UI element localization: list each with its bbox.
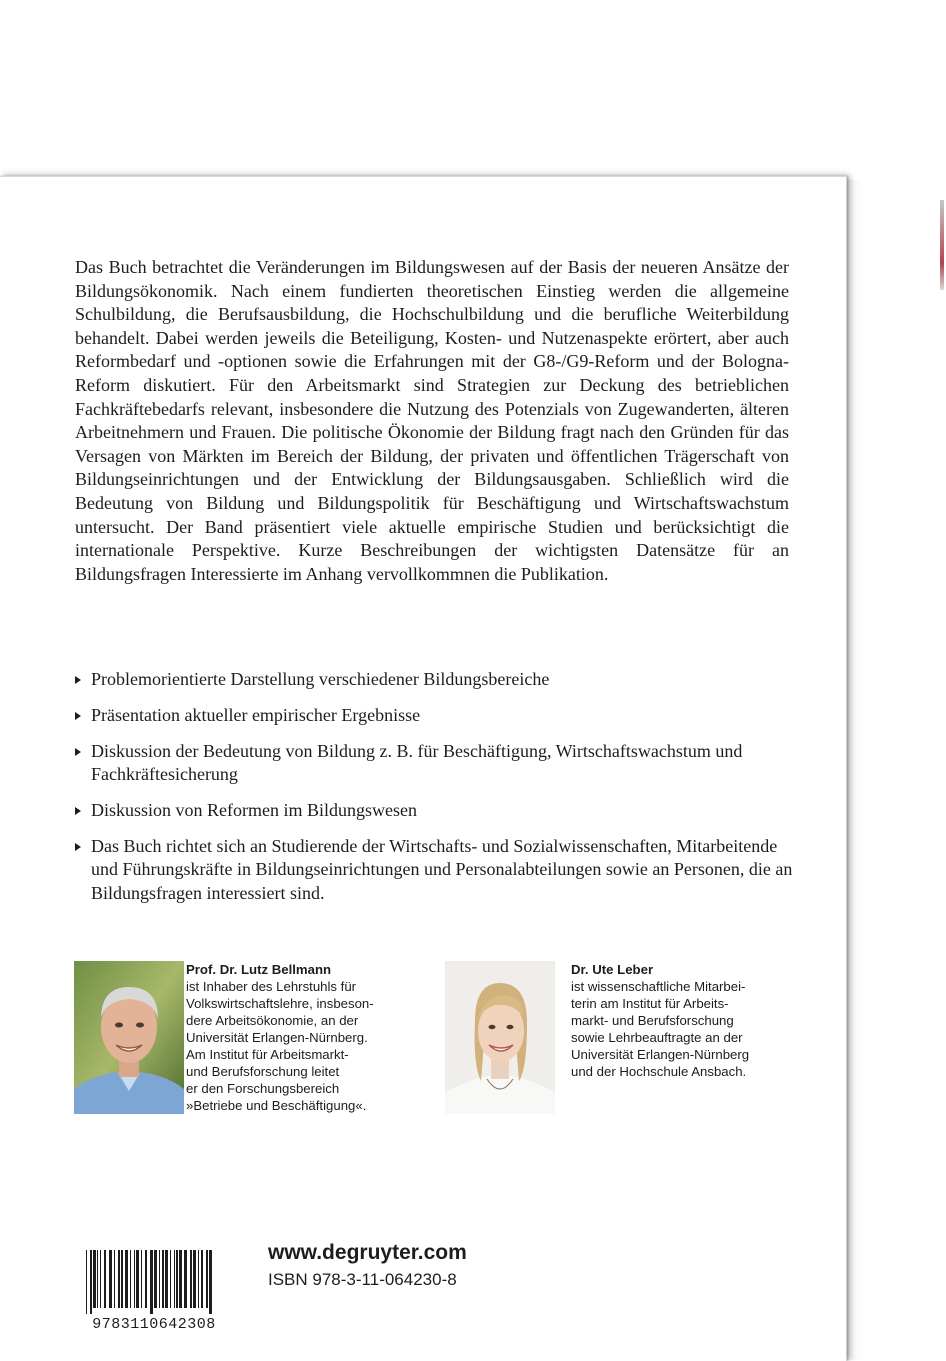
barcode-bar (121, 1250, 123, 1308)
barcode-bar (125, 1250, 128, 1308)
book-page-edge (846, 180, 946, 1360)
barcode-bar (184, 1250, 187, 1308)
feature-item: Präsentation aktueller empirischer Ergebnisse (75, 704, 795, 728)
feature-item: Das Buch richtet sich an Studierende der Wirtschafts- und Sozialwissenschaften, Mitarbeitende und Führungskräfte in Bildungseinrichtungen und Personalabteilungen sowie an Personen, die an Bildungsfragen interessiert sind. (75, 835, 799, 906)
triangle-bullet-icon (75, 748, 81, 756)
isbn-number: ISBN 978-3-11-064230-8 (268, 1270, 457, 1289)
barcode-bar (179, 1250, 182, 1308)
barcode (74, 1250, 234, 1332)
barcode-bar (134, 1250, 135, 1308)
author-name: Dr. Ute Leber (571, 962, 654, 977)
barcode-bar (170, 1250, 171, 1308)
barcode-bar (90, 1250, 92, 1314)
barcode-bar (190, 1250, 192, 1308)
author-info-bellmann: Prof. Dr. Lutz Bellmann ist Inhaber des Lehrstuhls für Volkswirtschaftslehre, insbeson- dere Arbeitsökonomie, an der Universität Erlangen-Nürnberg. Am Institut für Arbeitsmarkt- und Berufsforschung leitet er den Forschungsbereich »Betriebe und Beschäftigung«. (186, 961, 416, 1114)
barcode-bar (114, 1250, 115, 1308)
feature-item: Diskussion der Bedeutung von Bildung z. B. für Beschäftigung, Wirtschaftswachstum und Fachkräftesicherung (75, 740, 791, 787)
barcode-bar (118, 1250, 120, 1308)
barcode-bar (136, 1250, 139, 1308)
barcode-bar (109, 1250, 112, 1308)
barcode-bar (159, 1250, 160, 1308)
barcode-bar (86, 1250, 87, 1314)
triangle-bullet-icon (75, 807, 81, 815)
publisher-url: www.degruyter.com (268, 1241, 467, 1264)
author-info-leber: Dr. Ute Leber ist wissenschaftliche Mitarbei- terin am Institut für Arbeits- markt- und Berufsforschung sowie Lehrbeauftragte an der Universität Erlangen-Nürnberg und der Hochschule Ansbach. (571, 961, 791, 1080)
author-photo-bellmann (74, 961, 184, 1114)
book-edge-accent (940, 200, 944, 290)
barcode-bar (104, 1250, 106, 1308)
barcode-bar (209, 1250, 212, 1314)
triangle-bullet-icon (75, 712, 81, 720)
feature-item: Problemorientierte Darstellung verschiedener Bildungsbereiche (75, 668, 795, 692)
barcode-bar (201, 1250, 203, 1308)
barcode-bar (198, 1250, 199, 1308)
barcode-bar (93, 1250, 96, 1308)
barcode-bar (145, 1250, 147, 1308)
author-name: Prof. Dr. Lutz Bellmann (186, 962, 332, 977)
barcode-bar (141, 1250, 142, 1308)
barcode-bar (162, 1250, 164, 1308)
barcode-bars (86, 1250, 212, 1314)
feature-list (75, 668, 795, 918)
barcode-digits: 9783110642308 (92, 1316, 216, 1332)
barcode-bar (154, 1250, 157, 1308)
feature-item: Diskussion von Reformen im Bildungswesen (75, 799, 795, 823)
barcode-bar (165, 1250, 168, 1308)
barcode-bar (176, 1250, 178, 1308)
blurb-text: Das Buch betrachtet die Veränderungen im Bildungswesen auf der Basis der neueren Ansätze der Bildungsökonomik. Nach einem fundierten theoretischen Einstieg werden die allgemeine Schulbildung, die Berufsausbildung, die Hochschulbildung und die berufliche Weiterbildung behandelt. Dabei werden jeweils die Beteiligung, Kosten- und Nutzenaspekte erörtert, aber auch Reformbedarf und -optionen sowie die Erfahrungen mit der G8-/G9-Reform und der Bologna-Reform diskutiert. Für den Arbeitsmarkt sind Strategien zur Deckung des betrieblichen Fachkräftebedarfs relevant, insbesondere die Nutzung des Potenzials von Zugewanderten, älteren Arbeitnehmern und Frauen. Die politische Ökonomie der Bildung fragt nach den Gründen für das Versagen von Märkten im Bereich der Bildung, der privaten und öffentlichen Trägerschaft von Bildungseinrichtungen und der Entwicklung der Bildungsausgaben. Schließlich wird die Bedeutung von Bildung und Bildungspolitik für Beschäftigung und Wirtschaftswachstum untersucht. Der Band präsentiert viele aktuelle empirische Studien und berücksichtigt die internationale Perspektive. Kurze Beschreibungen der wichtigsten Datensätze für an Bildungsfragen Interessierte im Anhang vervollkommnen die Publikation. (75, 257, 789, 584)
barcode-bar (130, 1250, 131, 1308)
barcode-bar (174, 1250, 175, 1308)
barcode-bar (193, 1250, 196, 1308)
barcode-bar (150, 1250, 153, 1314)
triangle-bullet-icon (75, 843, 81, 851)
barcode-bar (206, 1250, 208, 1308)
triangle-bullet-icon (75, 676, 81, 684)
barcode-bar (97, 1250, 98, 1308)
barcode-bar (100, 1250, 101, 1308)
author-photo-leber (445, 961, 555, 1114)
